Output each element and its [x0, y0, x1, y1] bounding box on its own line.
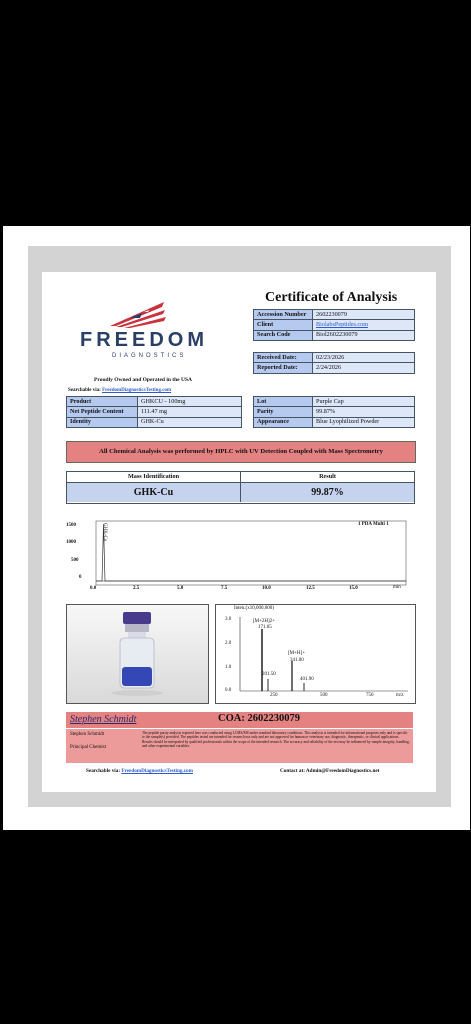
product-key: Product [67, 397, 138, 407]
tagline: Proudly Owned and Operated in the USA [94, 377, 192, 383]
ms-label-name: [M+2H]2+ [253, 619, 276, 624]
hplc-ytick: 500 [71, 558, 79, 563]
ms-xtick: 250 [270, 693, 278, 698]
hplc-chromatogram [66, 518, 414, 596]
accession-value: 2602230079 [313, 310, 415, 320]
client-value [313, 320, 415, 330]
logo-sub-text: DIAGNOSTICS [112, 353, 187, 359]
lot-table [253, 396, 415, 428]
mass-header-left: Mass Identification [67, 472, 241, 482]
ms-inten-label: Inten.(x10,000,000) [234, 606, 274, 611]
searchable-top [68, 388, 171, 393]
ms-label-mz: 341.00 [290, 658, 304, 663]
hplc-ytick: 0 [79, 575, 82, 580]
document-title: Certificate of Analysis [265, 290, 398, 305]
hplc-x-unit: min [393, 585, 401, 590]
table-row [254, 330, 415, 340]
ms-label-name: [M+H]+ [288, 651, 306, 656]
ms-x-unit: m/z [396, 693, 404, 698]
vial-crimp [125, 624, 149, 632]
mass-value-right: 99.87% [241, 483, 414, 502]
table-row [254, 407, 415, 417]
identity-key: Identity [67, 417, 138, 427]
dates-table [253, 352, 415, 374]
hplc-xtick: 2.5 [133, 586, 140, 591]
table-row [254, 397, 415, 407]
ms-xtick: 500 [320, 693, 328, 698]
hplc-frame [96, 521, 406, 585]
received-value: 02/23/2026 [313, 353, 415, 363]
signer-role: Principal Chemist [70, 745, 106, 750]
ms-ytick: 3.0 [225, 617, 232, 622]
table-row [254, 363, 415, 373]
net-content-value: 111.47 mg [138, 407, 242, 417]
product-table [66, 396, 242, 428]
mass-identification-table [66, 471, 415, 504]
table-row [67, 407, 242, 417]
ms-xtick: 750 [366, 693, 374, 698]
parity-key: Parity [254, 407, 313, 417]
ms-ytick: 0.0 [225, 688, 232, 693]
searchable-link[interactable]: FreedomDiagnosticsTesting.com [102, 388, 172, 393]
accession-table [253, 309, 415, 341]
footer-search-link[interactable]: FreedomDiagnosticsTesting.com [121, 768, 193, 774]
hplc-xtick: 12.5 [306, 586, 315, 591]
client-key: Client [254, 320, 313, 330]
signature-script: Stephen Schmidt [70, 714, 137, 725]
signature-banner [66, 712, 413, 728]
hplc-xtick: 5.0 [177, 586, 184, 591]
table-row [254, 310, 415, 320]
hplc-peak-label: GHK-Cu [102, 523, 107, 542]
footer-contact: Contact at: Admin@FreedomDiagnostics.net [280, 768, 380, 774]
hplc-svg [66, 518, 414, 596]
ms-label-mz: 171.05 [258, 625, 272, 630]
appearance-key: Appearance [254, 417, 313, 427]
logo-brand-text: FREEDOM [80, 329, 208, 351]
hplc-ytick: 1500 [66, 523, 76, 528]
searchable-label: Searchable via: [68, 388, 101, 393]
ms-label-mz: 401.90 [300, 677, 314, 682]
table-row [254, 320, 415, 330]
footer-search-label: Searchable via: [86, 768, 121, 774]
search-code-value: Biol2602230079 [313, 330, 415, 340]
vial-illustration [67, 605, 208, 703]
client-link[interactable]: BiolabsPeptides.com [316, 321, 369, 329]
hplc-xtick: 7.5 [221, 586, 228, 591]
mass-value-left: GHK-Cu [67, 483, 241, 502]
vial-cap [123, 612, 151, 624]
signer-name: Stephen Schmidt [70, 732, 105, 737]
hplc-xtick: 0.0 [90, 586, 97, 591]
table-row [254, 417, 415, 427]
vial-photo [66, 604, 209, 704]
product-value: GHKCU - 100mg [138, 397, 242, 407]
lot-key: Lot [254, 397, 313, 407]
parity-value: 99.87% [313, 407, 415, 417]
lot-value: Purple Cap [313, 397, 415, 407]
disclaimer-box [66, 729, 413, 763]
table-row [254, 353, 415, 363]
search-code-key: Search Code [254, 330, 313, 340]
vial-neck [128, 632, 146, 638]
document-frame [28, 246, 451, 807]
reported-value: 2/24/2026 [313, 363, 415, 373]
hplc-channel-label: 1 PDA Multi 1 [358, 522, 389, 527]
hplc-ytick: 1000 [66, 540, 76, 545]
table-row [67, 417, 242, 427]
viewer-background [3, 226, 470, 830]
identity-value: GHK-Cu [138, 417, 242, 427]
certificate-page [42, 272, 436, 792]
footer-searchable [86, 768, 193, 774]
accession-key: Accession Number [254, 310, 313, 320]
freedom-logo-icon [102, 296, 172, 330]
ms-ytick: 1.0 [225, 665, 232, 670]
ms-svg [216, 605, 415, 703]
hplc-xtick: 10.0 [262, 586, 271, 591]
mass-spectrum [215, 604, 416, 704]
mass-header-right: Result [319, 473, 336, 480]
vial-powder [122, 667, 152, 686]
analysis-banner: All Chemical Analysis was performed by HPLC with UV Detection Coupled with Mass Spectrometry [66, 441, 416, 463]
coa-number: COA: 2602230079 [218, 713, 300, 724]
table-row [67, 397, 242, 407]
hplc-xtick: 15.0 [349, 586, 358, 591]
appearance-value: Blue Lyophilized Powder [313, 417, 415, 427]
received-key: Received Date: [254, 353, 313, 363]
reported-key: Reported Date: [254, 363, 313, 373]
ms-label-mz: 201.50 [262, 672, 276, 677]
disclaimer-text: The peptide purity analysis reported here was conducted using LCMS/MS under standard laboratory conditions. This analysis is intended for informational purposes only and is specific to the sample(s) provided. The peptides tested are intended for research use only and are not approved for human or veterinary use, diagnostic, therapeutic, or clinical applications. Results should be interpreted by qualified professionals within the scope of the intended research. The accuracy and reliability of the test may be influenced by sample integrity, handling, and other experimental variables. [142, 731, 410, 748]
net-content-key: Net Peptide Content [67, 407, 138, 417]
ms-ytick: 2.0 [225, 641, 232, 646]
